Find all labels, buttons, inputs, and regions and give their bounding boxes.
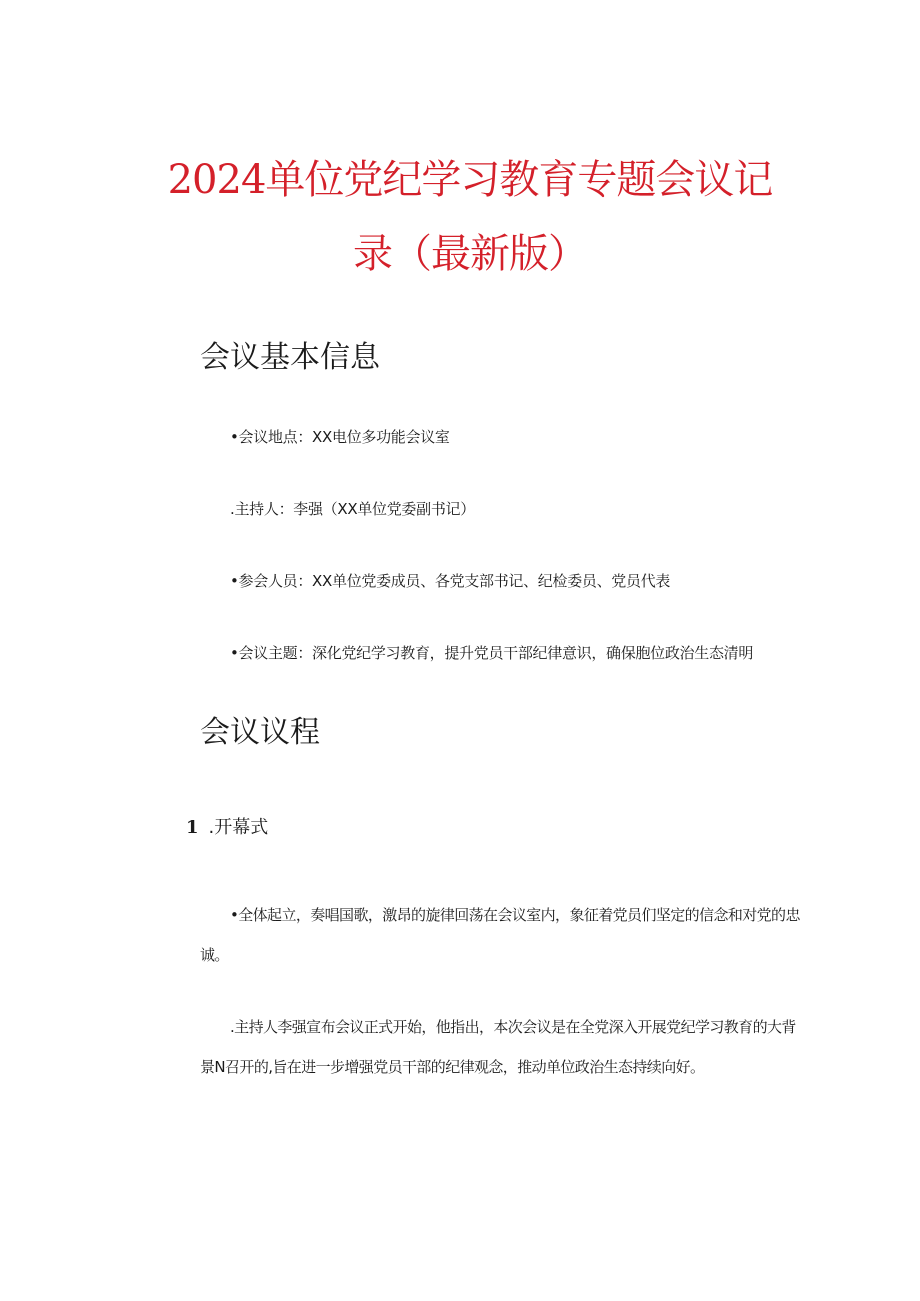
document-title-line-1: 2024单位党纪学习教育专题会议记: [167, 157, 773, 203]
agenda-item-label: .开幕式: [208, 817, 269, 838]
agenda-item-opening: [186, 817, 268, 839]
section-heading-basic-info: 会议基本信息: [200, 340, 380, 375]
document-title-line-2: 录（最新版）: [353, 231, 587, 277]
agenda-item-number: 1: [186, 817, 199, 838]
info-item-location: •会议地点：XX电位多功能会议室: [230, 428, 450, 446]
section-heading-agenda: 会议议程: [200, 715, 320, 750]
info-item-host: .主持人：李强（XX单位党委副书记）: [230, 500, 475, 518]
info-item-theme: •会议主题：深化党纪学习教育，提升党员干部纪律意识，确保胞位政治生态清明: [230, 644, 754, 662]
agenda-paragraph-announcement: .主持人李强宣布会议正式开始，他指出，本次会议是在全党深入开展党纪学习教育的大背景N召开的,旨在进一步增强党员干部的纪律观念，推动单位政治生态持续向好。: [200, 1018, 796, 1076]
info-item-attendees: •参会人员：XX单位党委成员、各党支部书记、纪检委员、党员代表: [230, 572, 671, 590]
agenda-paragraph-anthem: •全体起立，奏唱国歌，激昂的旋律回荡在会议室内，象征着党员们坚定的信念和对党的忠诚。: [200, 906, 800, 964]
